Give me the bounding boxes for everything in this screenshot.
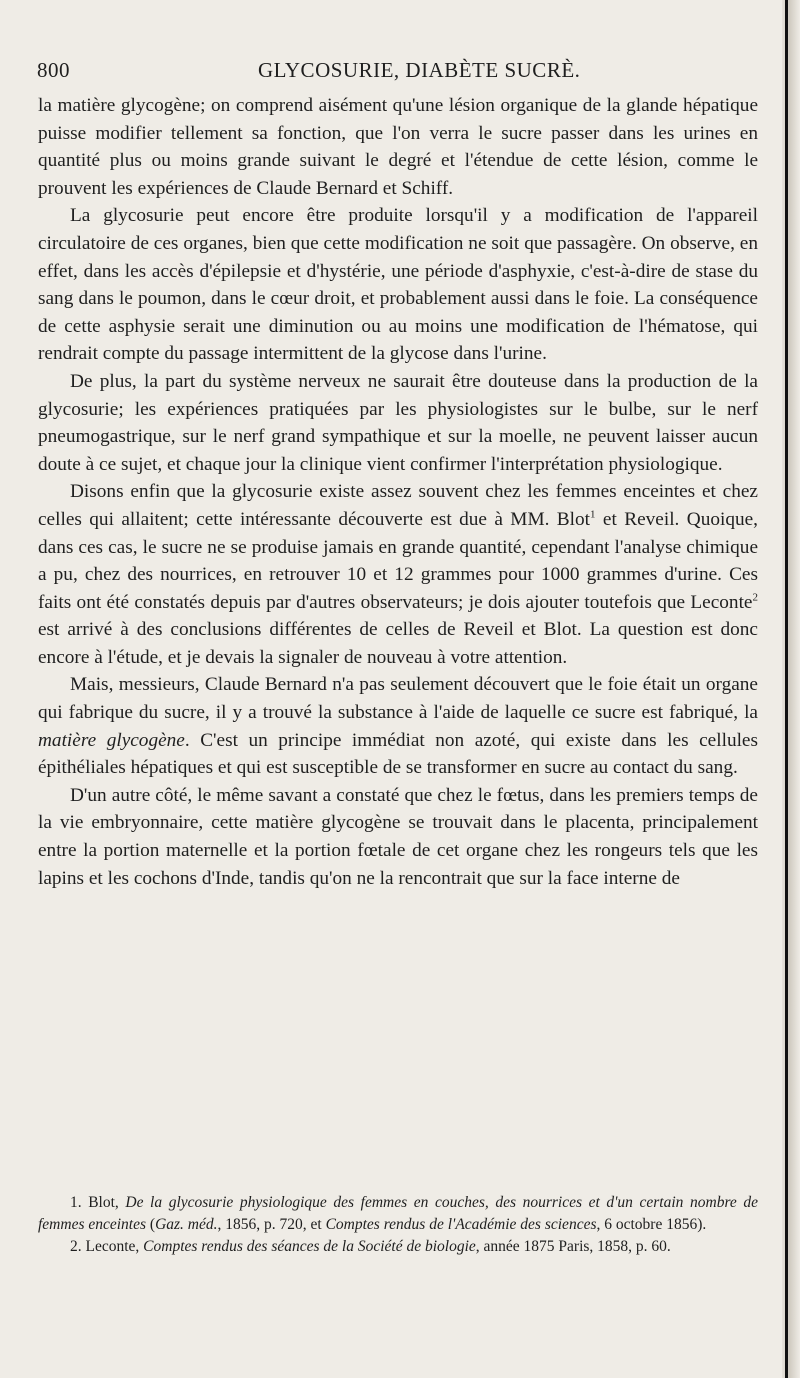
footnote-ref-2: 2 <box>752 591 758 604</box>
paragraph-5-text-a: Mais, messieurs, Claude Bernard n'a pas seulement découvert que le foie était un organe qui fabrique du sucre, il y a trouvé la substance à l'aide de laquelle ce sucre est fabriqué, la <box>38 674 758 724</box>
footnote-2-author: 2. Leconte, <box>70 1238 144 1255</box>
paragraph-5 <box>38 671 758 781</box>
footnote-2 <box>38 1236 758 1258</box>
footnote-ref-1: 1 <box>590 508 596 521</box>
paragraph-5-text-b: . C'est un principe immédiat non azoté, qui existe dans les cellules épithéliales hépatiques et qui est susceptible de se transformer en sucre au contact du sang. <box>38 729 758 779</box>
paragraph-6: D'un autre côté, le même savant a constaté que chez le fœtus, dans les premiers temps de la vie embryonnaire, cette matière glycogène se trouvait dans le placenta, principalement entre la portion maternelle et la portion fœtale de cet organe chez les rongeurs tels que les lapins et les cochons d'Inde, tandis qu'on ne la rencontrait que sur la face interne de <box>38 784 758 889</box>
footnote-1-journal: Gaz. méd. <box>155 1216 218 1233</box>
paragraph-3: De plus, la part du système nerveux ne saurait être douteuse dans la production de la glycosurie; les expériences pratiquées par les physiologistes sur le bulbe, sur le nerf pneumogastrique, sur le nerf grand sympathique et sur la moelle, ne peuvent laisser aucun doute à ce sujet, et chaque jour la clinique vient confirmer l'interprétation physiologique. <box>38 370 758 475</box>
paragraph-4 <box>38 478 758 671</box>
page-edge-line <box>785 0 788 1378</box>
paragraph-5-emphasis: matière glycogène <box>38 729 185 751</box>
running-title: GLYCOSURIE, DIABÈTE SUCRÈ. <box>258 58 581 82</box>
footnote-1-author: 1. Blot, <box>70 1194 126 1211</box>
paragraph-4-text-a: Disons enfin que la glycosurie existe assez souvent chez les femmes enceintes et chez celles qui allaitent; cette intéressante découverte est due à MM. Blot <box>38 481 758 530</box>
paragraph-2: La glycosurie peut encore être produite lorsqu'il y a modification de l'appareil circulatoire de ces organes, bien que cette modification ne soit que passagère. On observe, en effet, dans les accès d'épilepsie et d'hystérie, une période d'asphyxie, c'est-à-dire de stase du sang dans le poumon, dans le cœur droit, et probablement aussi dans le foie. La conséquence de cette asphysie serait une diminution ou au moins une modification de l'hématose, qui rendrait compte du passage intermittent de la glycose dans l'urine. <box>38 205 758 365</box>
body-text <box>38 92 758 892</box>
footnote-2-title: Comptes rendus des séances de la Société de biologie <box>143 1238 476 1255</box>
page-header <box>0 58 800 88</box>
paragraph-4-text-c: est arrivé à des conclusions différentes de celles de Reveil et Blot. La question est donc encore à l'étude, et je devais la signaler de nouveau à votre attention. <box>38 619 758 668</box>
footnote-2-ref: , année 1875 Paris, 1858, p. 60. <box>475 1238 671 1255</box>
footnote-1-date: , 6 octobre 1856). <box>596 1216 707 1233</box>
page-number: 800 <box>37 58 70 82</box>
paragraph-1: la matière glycogène; on comprend aisément qu'une lésion organique de la glande hépatique puisse modifier tellement sa fonction, que l'on verra le sucre passer dans les urines en quantité plus ou moins grande suivant le degré et l'étendue de cette lésion, comme le prouvent les expériences de Claude Bernard et Schiff. <box>38 95 758 199</box>
footnote-1 <box>38 1192 758 1236</box>
footnotes <box>38 1192 758 1258</box>
footnote-1-ref: , 1856, p. 720, et <box>217 1216 326 1233</box>
footnote-1-title: De la glycosurie physiologique des femmes en couches, des nourrices et d'un certain nombre de femmes enceintes <box>38 1194 759 1233</box>
footnote-1-sep: ( <box>146 1216 156 1233</box>
paragraph-4-text-b: et Reveil. Quoique, dans ces cas, le sucre ne se produise jamais en grande quantité, cependant l'analyse chimique a pu, chez des nourrices, en retrouver 10 et 12 grammes pour 1000 grammes d'urine. Ces faits ont été constatés depuis par d'autres observateurs; je dois ajouter toutefois que Leconte <box>38 508 758 613</box>
footnote-1-journal-2: Comptes rendus de l'Académie des sciences <box>325 1216 597 1233</box>
